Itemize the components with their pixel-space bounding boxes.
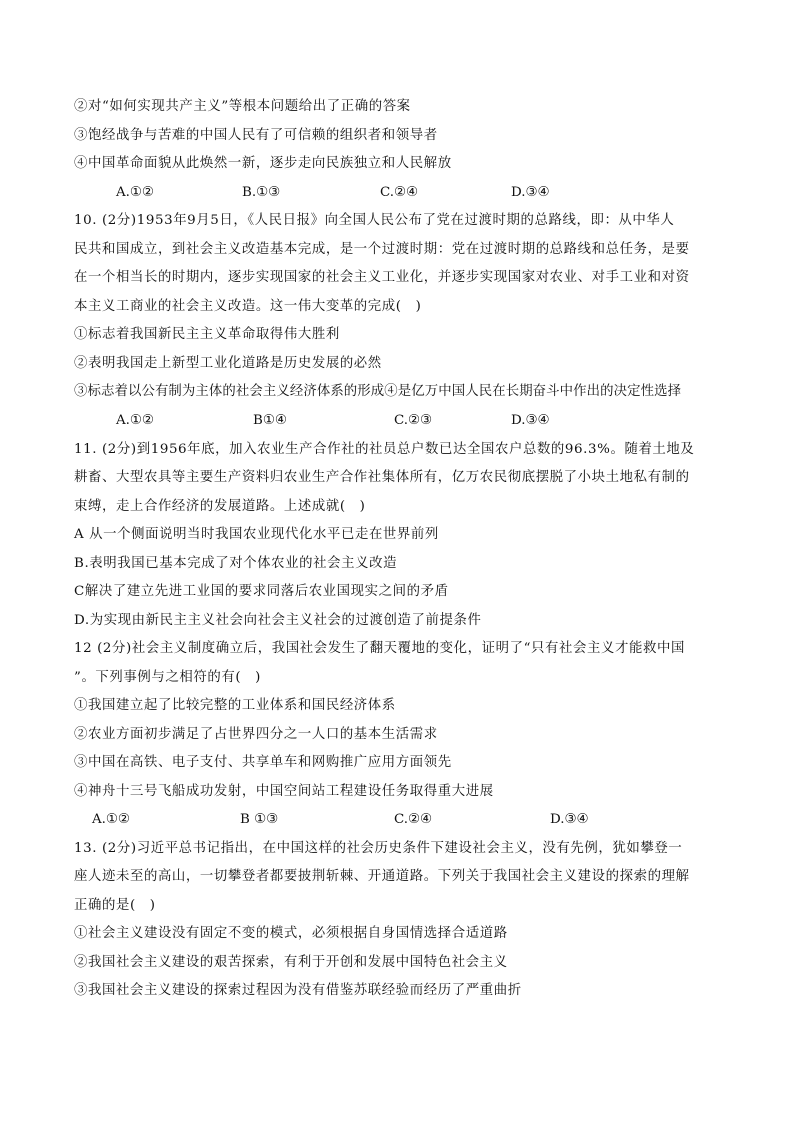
q9-statement-4: ④中国革命面貌从此焕然一新，逐步走向民族独立和人民解放 xyxy=(74,156,452,171)
q9-option-a: A.①② xyxy=(116,185,154,200)
q12-statement-3: ③中国在高铁、电子支付、共享单车和网购推广应用方面领先 xyxy=(74,755,452,770)
q10-option-b: B①④ xyxy=(253,413,287,428)
q12-option-a: A.①② xyxy=(92,812,130,827)
q13-statement-3: ③我国社会主义建设的探索过程因为没有借鉴苏联经验而经历了严重曲折 xyxy=(74,983,522,998)
q9-option-d: D.③④ xyxy=(511,185,550,200)
q12-option-b: B ①③ xyxy=(240,812,279,827)
q13-stem-line-3: 正确的是( ) xyxy=(74,898,156,913)
q10-statement-2: ②表明我国走上新型工业化道路是历史发展的必然 xyxy=(74,356,382,371)
q11-choice-d: D.为实现由新民主主义社会向社会主义社会的过渡创造了前提条件 xyxy=(74,613,482,628)
q12-statement-1: ①我国建立起了比较完整的工业体系和国民经济体系 xyxy=(74,698,396,713)
q10-stem-line-1: 10. (2分)1953年9月5日，《人民日报》向全国人民公布了党在过渡时期的总路线，即：从中华人 xyxy=(74,213,675,228)
q13-stem-line-1: 13. (2分)习近平总书记指出，在中国这样的社会历史条件下建设社会主义，没有先例，犹如攀登一 xyxy=(74,841,683,856)
q11-choice-c: C解决了建立先进工业国的要求同落后农业国现实之间的矛盾 xyxy=(74,584,449,599)
q11-stem-line-1: 11. (2分)到1956年底，加入农业生产合作社的社员总户数已达全国农户总数的96.3%。随着土地及 xyxy=(74,442,695,457)
q9-statement-2: ②对“如何实现共产主义”等根本问题给出了正确的答案 xyxy=(74,99,411,114)
q9-option-b: B.①③ xyxy=(242,185,281,200)
q12-stem-line-2: ”。下列事例与之相符的有( ) xyxy=(74,670,261,685)
q12-option-d: D.③④ xyxy=(550,812,589,827)
q9-option-c: C.②④ xyxy=(380,185,419,200)
q9-statement-3: ③饱经战争与苦难的中国人民有了可信赖的组织者和领导者 xyxy=(74,128,438,143)
q11-choice-b: B.表明我国已基本完成了对个体农业的社会主义改造 xyxy=(74,556,398,571)
q13-stem-line-2: 座人迹未至的高山，一切攀登者都要披荆斩棘、开通道路。下列关于我国社会主义建设的探索的理解 xyxy=(74,869,690,884)
q11-choice-a: A 从一个侧面说明当时我国农业现代化水平已走在世界前列 xyxy=(74,527,439,542)
q10-option-c: C.②③ xyxy=(394,413,433,428)
q12-option-c: C.②④ xyxy=(394,812,433,827)
q11-stem-line-3: 束缚，走上合作经济的发展道路。上述成就( ) xyxy=(74,499,366,514)
q10-stem-line-2: 民共和国成立，到社会主义改造基本完成，是一个过渡时期：党在过渡时期的总路线和总任务，是要 xyxy=(74,242,690,257)
q10-option-d: D.③④ xyxy=(511,413,550,428)
q11-stem-line-2: 耕畜、大型农具等主要生产资料归农业生产合作社集体所有，亿万农民彻底摆脱了小块土地私有制的 xyxy=(74,470,690,485)
q10-stem-line-4: 本主义工商业的社会主义改造。这一伟大变革的完成( ) xyxy=(74,299,422,314)
q10-statement-1: ①标志着我国新民主主义革命取得伟大胜利 xyxy=(74,327,340,342)
q10-statement-3: ③标志着以公有制为主体的社会主义经济体系的形成④是亿万中国人民在长期奋斗中作出的决定性选择 xyxy=(74,384,682,399)
q13-statement-1: ①社会主义建设没有固定不变的模式，必须根据自身国情选择合适道路 xyxy=(74,926,508,941)
q10-option-a: A.①② xyxy=(116,413,154,428)
q10-stem-line-3: 在一个相当长的时期内，逐步实现国家的社会主义工业化，并逐步实现国家对农业、对手工业和对资 xyxy=(74,270,690,285)
q12-stem-line-1: 12 (2分)社会主义制度确立后，我国社会发生了翻天覆地的变化，证明了“只有社会主义才能救中国 xyxy=(74,641,685,656)
q13-statement-2: ②我国社会主义建设的艰苦探索，有利于开创和发展中国特色社会主义 xyxy=(74,955,508,970)
q12-statement-4: ④神舟十三号飞船成功发射，中国空间站工程建设任务取得重大进展 xyxy=(74,784,494,799)
q12-statement-2: ②农业方面初步满足了占世界四分之一人口的基本生活需求 xyxy=(74,727,438,742)
